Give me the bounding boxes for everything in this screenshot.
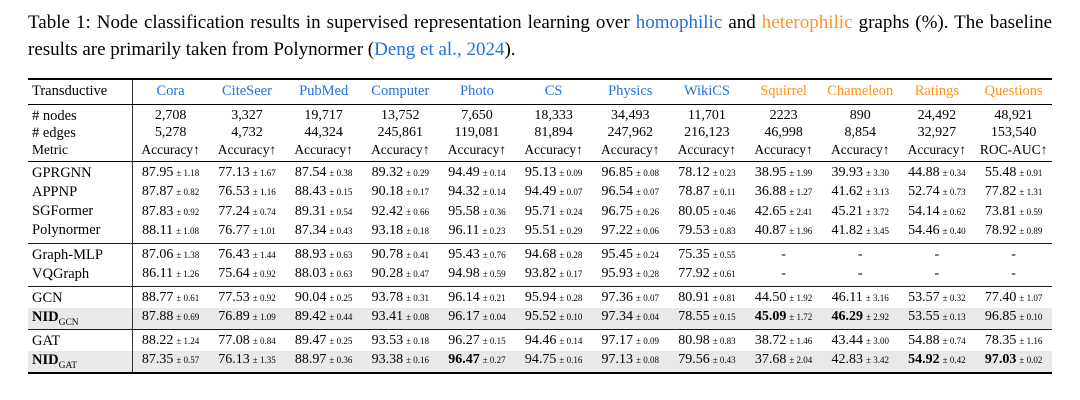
result-cell: 89.42 ± 0.44 — [285, 308, 362, 330]
result-cell: 78.92 ± 0.89 — [984, 222, 1043, 238]
result-cell: 80.05 ± 0.46 — [678, 203, 736, 219]
table-caption — [28, 10, 1052, 64]
result-cell: 77.13 ± 1.67 — [209, 162, 286, 184]
result-cell: 77.53 ± 0.92 — [209, 286, 286, 308]
result-cell: 87.87 ± 0.82 — [132, 183, 209, 202]
result-cell: 88.43 ± 0.15 — [294, 184, 353, 200]
result-cell: 38.72 ± 1.46 — [745, 329, 822, 351]
caption-text: graphs (%). The baseline results are primarily taken from Polynormer ( — [28, 12, 1052, 60]
results-table — [28, 78, 1052, 374]
model-name-polynormer: Polynormer — [32, 222, 101, 239]
result-cell: 76.77 ± 1.01 — [218, 222, 276, 238]
model-name-gprgnn: GPRGNN — [28, 162, 132, 184]
column-header-physics: Physics — [592, 79, 669, 105]
result-cell: 94.68 ± 0.28 — [515, 243, 592, 265]
result-cell: 54.46 ± 0.40 — [908, 222, 966, 238]
result-cell: 75.35 ± 0.55 — [669, 243, 746, 265]
result-cell: 80.98 ± 0.83 — [669, 329, 746, 351]
result-cell: 45.09 ± 1.72 — [745, 308, 822, 330]
result-cell: 93.18 ± 0.18 — [371, 222, 430, 238]
result-cell: 93.78 ± 0.31 — [362, 286, 439, 308]
result-cell: 36.88 ± 1.27 — [754, 184, 813, 200]
result-cell: 94.46 ± 0.14 — [515, 329, 592, 351]
result-cell: - — [822, 243, 899, 265]
result-cell: 78.87 ± 0.11 — [678, 184, 736, 200]
table-row-graph-mlp — [28, 243, 1052, 265]
table-row-gcn — [28, 286, 1052, 308]
result-cell: 96.14 ± 0.21 — [439, 286, 516, 308]
column-header-wikics: WikiCS — [669, 79, 746, 105]
heterophilic-term: heterophilic — [761, 12, 853, 33]
result-cell: 88.93 ± 0.63 — [285, 243, 362, 265]
result-cell: 93.38 ± 0.16 — [362, 351, 439, 373]
stat-cell: 2223 — [769, 108, 798, 124]
result-cell: 46.29 ± 2.92 — [822, 308, 899, 330]
result-cell: - — [781, 265, 786, 281]
result-cell: - — [745, 243, 822, 265]
result-cell: 95.94 ± 0.28 — [515, 286, 592, 308]
result-cell: 95.45 ± 0.24 — [592, 243, 669, 265]
table-row-vqgraph — [28, 265, 1052, 287]
stats-row-edges — [28, 125, 1052, 142]
result-cell: 95.71 ± 0.24 — [524, 203, 583, 219]
stats-row-nodes — [28, 104, 1052, 125]
result-cell: 77.40 ± 1.07 — [975, 286, 1052, 308]
result-cell: 77.82 ± 1.31 — [984, 184, 1043, 200]
stat-cell: 81,894 — [534, 125, 573, 141]
result-cell: 73.81 ± 0.59 — [984, 203, 1043, 219]
stat-cell: Accuracy↑ — [132, 142, 209, 161]
stat-cell: 890 — [849, 108, 871, 124]
column-header-squirrel: Squirrel — [745, 79, 822, 105]
result-cell: 40.87 ± 1.96 — [754, 222, 813, 238]
stat-cell: 8,854 — [844, 125, 876, 141]
result-cell: 78.35 ± 1.16 — [975, 329, 1052, 351]
column-header-chameleon: Chameleon — [822, 79, 899, 105]
model-name-nid-gcn: $NID_{GCN}$ — [28, 308, 132, 330]
result-cell: 93.53 ± 0.18 — [362, 329, 439, 351]
stat-cell: 48,921 — [994, 108, 1033, 124]
stat-cell: Accuracy↑ — [899, 142, 976, 161]
stat-cell: 4,732 — [231, 125, 263, 141]
result-cell: 41.62 ± 3.13 — [831, 184, 889, 200]
result-cell: 95.58 ± 0.36 — [448, 203, 506, 219]
result-cell: 52.74 ± 0.73 — [908, 184, 966, 200]
result-cell: 96.85 ± 0.08 — [592, 162, 669, 184]
result-cell: 96.47 ± 0.27 — [439, 351, 516, 373]
result-cell: 92.42 ± 0.66 — [371, 203, 430, 219]
stat-cell: 5,278 — [132, 125, 209, 142]
stat-cell: Accuracy↑ — [669, 142, 746, 161]
result-cell: 94.75 ± 0.16 — [515, 351, 592, 373]
caption-text: and — [722, 12, 762, 33]
result-cell: 38.95 ± 1.99 — [745, 162, 822, 184]
stat-cell: Accuracy↑ — [822, 142, 899, 161]
result-cell: 96.85 ± 0.10 — [975, 308, 1052, 330]
stat-cell: 46,998 — [764, 125, 803, 141]
result-cell: 96.75 ± 0.26 — [601, 203, 659, 219]
result-cell: 87.54 ± 0.38 — [285, 162, 362, 184]
stat-cell: ROC-AUC↑ — [975, 142, 1052, 161]
stat-cell: 13,752 — [381, 108, 420, 124]
result-cell: 89.47 ± 0.25 — [285, 329, 362, 351]
result-cell: 79.53 ± 0.83 — [678, 222, 736, 238]
stat-cell: 153,540 — [990, 125, 1037, 141]
result-cell: 94.49 ± 0.07 — [524, 184, 583, 200]
stat-cell: 2,708 — [132, 104, 209, 125]
stat-cell: 44,324 — [304, 125, 343, 141]
citation-link[interactable]: Deng et al., 2024 — [374, 38, 505, 60]
model-name-gat: GAT — [28, 329, 132, 351]
result-cell: 88.22 ± 1.24 — [132, 329, 209, 351]
result-cell: 54.92 ± 0.42 — [899, 351, 976, 373]
result-cell: 97.17 ± 0.09 — [592, 329, 669, 351]
stat-cell: 24,492 — [917, 108, 957, 124]
result-cell: 87.83 ± 0.92 — [132, 202, 209, 221]
result-cell: 78.12 ± 0.23 — [669, 162, 746, 184]
stat-cell: 216,123 — [684, 125, 730, 141]
result-cell: 76.53 ± 1.16 — [218, 184, 276, 200]
model-name-graph-mlp: Graph-MLP — [28, 243, 132, 265]
result-cell: 39.93 ± 3.30 — [822, 162, 899, 184]
result-cell: 77.24 ± 0.74 — [218, 203, 276, 219]
model-name-gcn: GCN — [28, 286, 132, 308]
stat-cell: 247,962 — [607, 125, 654, 141]
stat-cell: 245,861 — [377, 125, 424, 141]
result-cell: 86.11 ± 1.26 — [132, 265, 209, 287]
stat-cell: 18,333 — [534, 108, 573, 124]
result-cell: 53.55 ± 0.13 — [899, 308, 976, 330]
stat-cell: Accuracy↑ — [515, 142, 592, 161]
result-cell: 44.50 ± 1.92 — [745, 286, 822, 308]
stat-cell: 32,927 — [917, 125, 957, 141]
result-cell: - — [975, 243, 1052, 265]
table-row-polynormer — [28, 221, 1052, 243]
result-cell: 77.92 ± 0.61 — [678, 265, 736, 281]
result-cell: 96.27 ± 0.15 — [439, 329, 516, 351]
stats-row-metric — [28, 142, 1052, 161]
result-cell: 90.78 ± 0.41 — [362, 243, 439, 265]
result-cell: 45.21 ± 3.72 — [831, 203, 889, 219]
result-cell: 76.13 ± 1.35 — [209, 351, 286, 373]
result-cell: 87.34 ± 0.43 — [294, 222, 353, 238]
result-cell: 97.22 ± 0.06 — [601, 222, 659, 238]
stat-cell: 11,701 — [687, 108, 726, 124]
result-cell: 95.43 ± 0.76 — [439, 243, 516, 265]
column-header-cs: CS — [515, 79, 592, 105]
corner-header-transductive: Transductive — [28, 79, 132, 105]
header-row — [28, 79, 1052, 105]
column-header-cora: Cora — [132, 79, 209, 105]
result-cell: 90.18 ± 0.17 — [371, 184, 430, 200]
stat-cell: Accuracy↑ — [592, 142, 669, 161]
result-cell: 78.55 ± 0.15 — [669, 308, 746, 330]
row-label-edges: # edges — [32, 125, 76, 142]
result-cell: 93.41 ± 0.08 — [362, 308, 439, 330]
result-cell: 95.51 ± 0.29 — [524, 222, 583, 238]
table-row-sgformer — [28, 202, 1052, 221]
row-label-nodes: # nodes — [32, 107, 77, 124]
result-cell: 96.54 ± 0.07 — [601, 184, 659, 200]
result-cell: 88.11 ± 1.08 — [132, 221, 209, 243]
result-cell: 55.48 ± 0.91 — [975, 162, 1052, 184]
model-name-appnp: APPNP — [32, 184, 78, 201]
homophilic-term: homophilic — [635, 12, 723, 33]
stat-cell: Accuracy↑ — [362, 142, 439, 161]
result-cell: 89.32 ± 0.29 — [362, 162, 439, 184]
result-cell: 95.52 ± 0.10 — [515, 308, 592, 330]
result-cell: 44.88 ± 0.34 — [899, 162, 976, 184]
result-cell: 87.06 ± 1.38 — [132, 243, 209, 265]
stat-cell: 119,081 — [454, 125, 500, 141]
table-row-gprgnn — [28, 162, 1052, 184]
result-cell: 41.82 ± 3.45 — [831, 222, 889, 238]
result-cell: 89.31 ± 0.54 — [294, 203, 353, 219]
result-cell: 94.49 ± 0.14 — [439, 162, 516, 184]
result-cell: 95.13 ± 0.09 — [515, 162, 592, 184]
stat-cell: 34,493 — [611, 108, 650, 124]
result-cell: 80.91 ± 0.81 — [669, 286, 746, 308]
result-cell: 87.88 ± 0.69 — [132, 308, 209, 330]
result-cell: 54.88 ± 0.74 — [899, 329, 976, 351]
model-name-sgformer: SGFormer — [32, 203, 94, 220]
result-cell: - — [1011, 265, 1016, 281]
result-cell: - — [934, 265, 940, 281]
model-name-nid-gat: $NID_{GAT}$ — [28, 351, 132, 373]
result-cell: 42.65 ± 2.41 — [754, 203, 813, 219]
result-cell: 54.14 ± 0.62 — [908, 203, 966, 219]
result-cell: 88.03 ± 0.63 — [294, 265, 353, 281]
column-header-photo: Photo — [439, 79, 516, 105]
result-cell: 97.34 ± 0.04 — [592, 308, 669, 330]
table-row-nid-gat — [28, 351, 1052, 373]
stat-cell: 19,717 — [304, 108, 343, 124]
result-cell: 97.36 ± 0.07 — [592, 286, 669, 308]
caption-text: ). — [504, 38, 516, 60]
result-cell: 96.17 ± 0.04 — [439, 308, 516, 330]
result-cell: 88.97 ± 0.36 — [285, 351, 362, 373]
stat-cell: Accuracy↑ — [209, 142, 286, 161]
result-cell: 77.08 ± 0.84 — [209, 329, 286, 351]
table-row-appnp — [28, 183, 1052, 202]
column-header-citeseer: CiteSeer — [209, 79, 286, 105]
result-cell: 43.44 ± 3.00 — [822, 329, 899, 351]
caption-text: Table 1: Node classification results in supervised representation learning over — [28, 12, 636, 33]
result-cell: 76.89 ± 1.09 — [209, 308, 286, 330]
result-cell: 75.64 ± 0.92 — [218, 265, 276, 281]
result-cell: 46.11 ± 3.16 — [822, 286, 899, 308]
result-cell: 42.83 ± 3.42 — [822, 351, 899, 373]
row-label-metric: Metric — [28, 142, 132, 161]
result-cell: 37.68 ± 2.04 — [745, 351, 822, 373]
stat-cell: Accuracy↑ — [745, 142, 822, 161]
result-cell: 79.56 ± 0.43 — [669, 351, 746, 373]
column-header-pubmed: PubMed — [285, 79, 362, 105]
result-cell: - — [857, 265, 863, 281]
result-cell: 87.95 ± 1.18 — [132, 162, 209, 184]
result-cell: 90.28 ± 0.47 — [371, 265, 430, 281]
result-cell: 88.77 ± 0.61 — [132, 286, 209, 308]
result-cell: 76.43 ± 1.44 — [209, 243, 286, 265]
result-cell: 95.93 ± 0.28 — [601, 265, 659, 281]
result-cell: 53.57 ± 0.32 — [899, 286, 976, 308]
result-cell: - — [899, 243, 976, 265]
stat-cell: Accuracy↑ — [285, 142, 362, 161]
result-cell: 93.82 ± 0.17 — [524, 265, 583, 281]
result-cell: 90.04 ± 0.25 — [285, 286, 362, 308]
table-row-gat — [28, 329, 1052, 351]
stat-cell: Accuracy↑ — [439, 142, 516, 161]
column-header-questions: Questions — [975, 79, 1052, 105]
table-row-nid-gcn — [28, 308, 1052, 330]
model-name-vqgraph: VQGraph — [32, 265, 90, 282]
result-cell: 94.32 ± 0.14 — [448, 184, 506, 200]
result-cell: 96.11 ± 0.23 — [448, 222, 506, 238]
column-header-ratings: Ratings — [899, 79, 976, 105]
result-cell: 97.13 ± 0.08 — [592, 351, 669, 373]
result-cell: 87.35 ± 0.57 — [132, 351, 209, 373]
column-header-computer: Computer — [362, 79, 439, 105]
stat-cell: 3,327 — [231, 108, 263, 124]
result-cell: 94.98 ± 0.59 — [448, 265, 506, 281]
stat-cell: 7,650 — [461, 108, 493, 124]
result-cell: 97.03 ± 0.02 — [975, 351, 1052, 373]
